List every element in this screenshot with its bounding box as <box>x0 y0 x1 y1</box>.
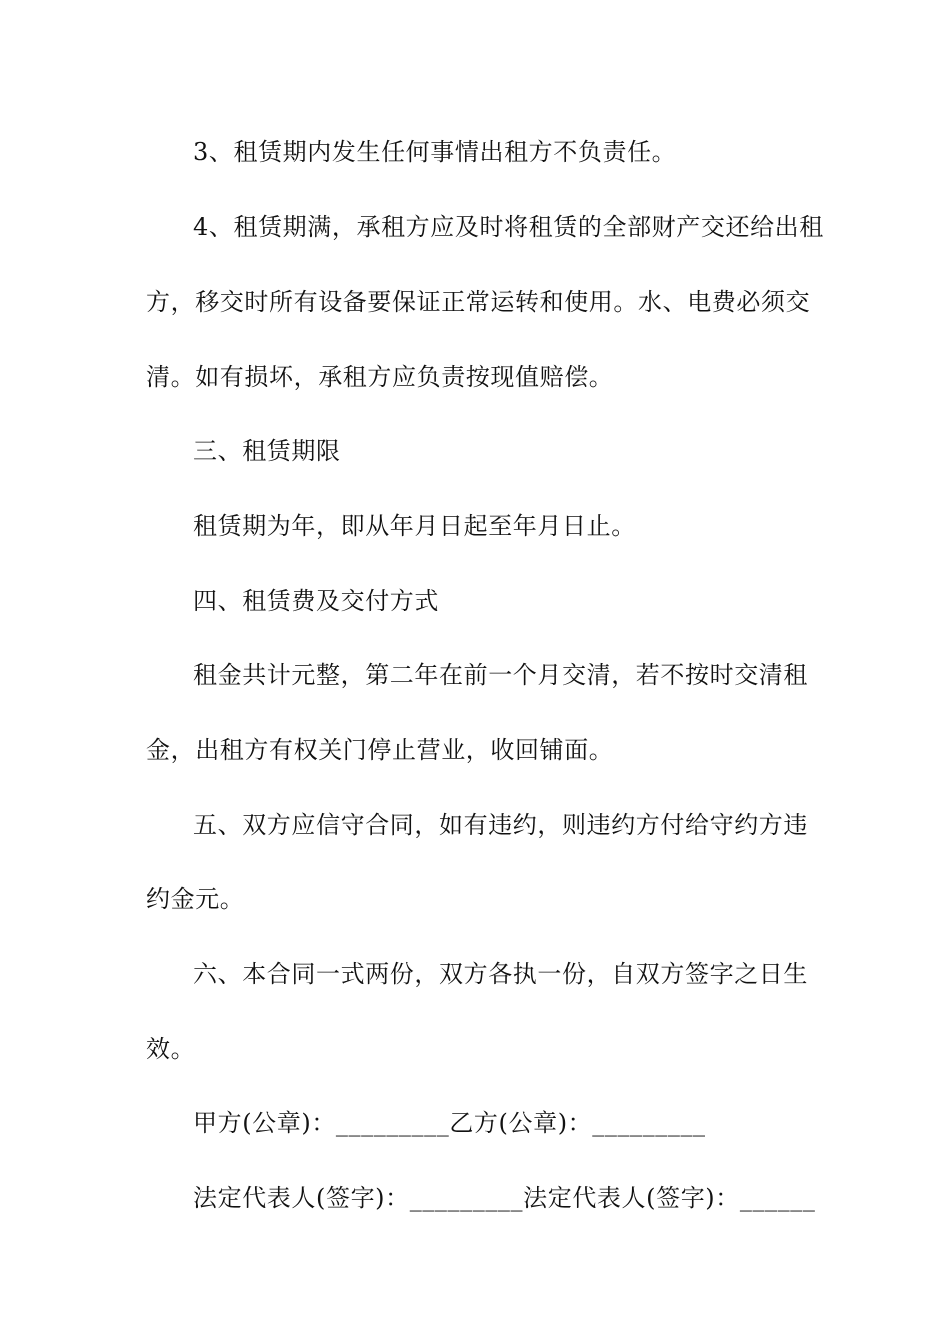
section-heading-lease-term: 三、租赁期限 <box>193 437 341 465</box>
lease-term-text: 租赁期为年，即从年月日起至年月日止。 <box>193 512 636 540</box>
clause-3-line: 3、租赁期内发生任何事情出租方不负责任。 <box>193 138 677 166</box>
clause-4-line-1: 4、租赁期满，承租方应及时将租赁的全部财产交还给出租 <box>193 213 824 241</box>
signature-party-line: 甲方(公章)：_________乙方(公章)：_________ <box>193 1109 706 1137</box>
rent-payment-line-1: 租金共计元整，第二年在前一个月交清，若不按时交清租 <box>193 661 808 689</box>
clause-6-line-1: 六、本合同一式两份，双方各执一份，自双方签字之日生 <box>193 960 808 988</box>
section-heading-rent-payment: 四、租赁费及交付方式 <box>193 587 439 615</box>
rent-payment-line-2: 金，出租方有权关门停止营业，收回铺面。 <box>146 736 614 764</box>
clause-4-line-2: 方，移交时所有设备要保证正常运转和使用。水、电费必须交 <box>146 288 811 316</box>
clause-5-line-1: 五、双方应信守合同，如有违约，则违约方付给守约方违 <box>193 811 808 839</box>
signature-representative-line: 法定代表人(签字)：_________法定代表人(签字)：______ <box>193 1184 816 1212</box>
clause-5-line-2: 约金元。 <box>146 885 245 913</box>
clause-6-line-2: 效。 <box>146 1035 196 1063</box>
clause-4-line-3: 清。如有损坏，承租方应负责按现值赔偿。 <box>146 363 614 391</box>
